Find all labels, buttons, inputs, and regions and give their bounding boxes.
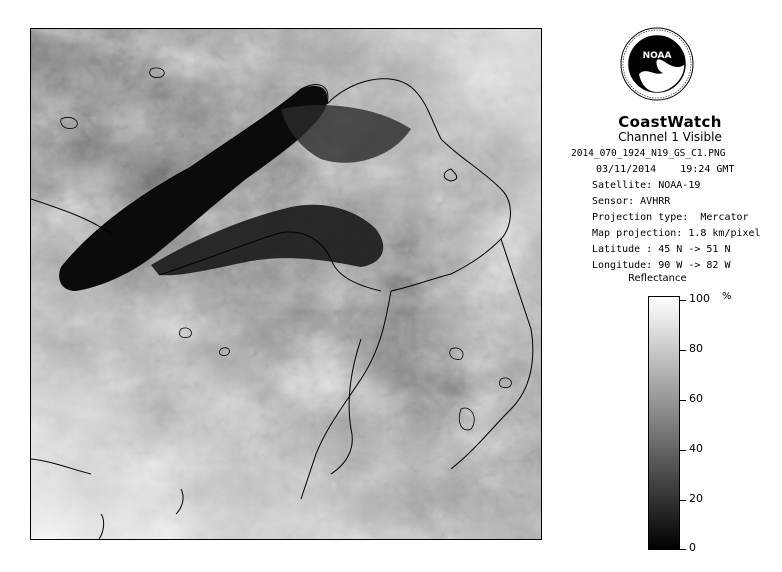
channel-title: Channel 1 Visible xyxy=(618,130,722,144)
projection-type-label: Projection type: Mercator xyxy=(592,212,749,223)
noaa-seal-icon xyxy=(619,22,695,110)
cloud-imagery xyxy=(31,29,542,540)
app-title: CoastWatch xyxy=(618,113,722,131)
sensor-label: Sensor: AVHRR xyxy=(592,196,671,207)
reflectance-colorbar xyxy=(648,296,680,550)
colorbar-tick xyxy=(680,549,686,550)
colorbar-tick-label: 100 xyxy=(689,292,710,305)
colorbar-tick-label: 0 xyxy=(689,541,696,554)
colorbar-tick xyxy=(680,400,686,401)
noaa-logo xyxy=(619,22,695,110)
colorbar-tick-label: 20 xyxy=(689,492,703,505)
legend-title: Reflectance xyxy=(628,273,687,284)
colorbar-tick-label: 60 xyxy=(689,392,703,405)
longitude-label: Longitude: 90 W -> 82 W xyxy=(592,260,731,271)
colorbar-tick xyxy=(680,500,686,501)
colorbar-tick-label: 80 xyxy=(689,342,703,355)
map-projection-label: Map projection: 1.8 km/pixel xyxy=(592,228,761,239)
colorbar-tick xyxy=(680,450,686,451)
filename-label: 2014_070_1924_N19_GS_C1.PNG xyxy=(571,148,726,159)
latitude-label: Latitude : 45 N -> 51 N xyxy=(592,244,731,255)
satellite-image xyxy=(30,28,542,540)
colorbar-tick xyxy=(680,350,686,351)
satellite-label: Satellite: NOAA-19 xyxy=(592,180,701,191)
colorbar-tick-label: 40 xyxy=(689,442,703,455)
colorbar-tick xyxy=(680,300,686,301)
legend-unit: % xyxy=(722,291,732,302)
logo-text: NOAA xyxy=(642,51,672,61)
datetime-label: 03/11/2014 19:24 GMT xyxy=(596,164,735,175)
